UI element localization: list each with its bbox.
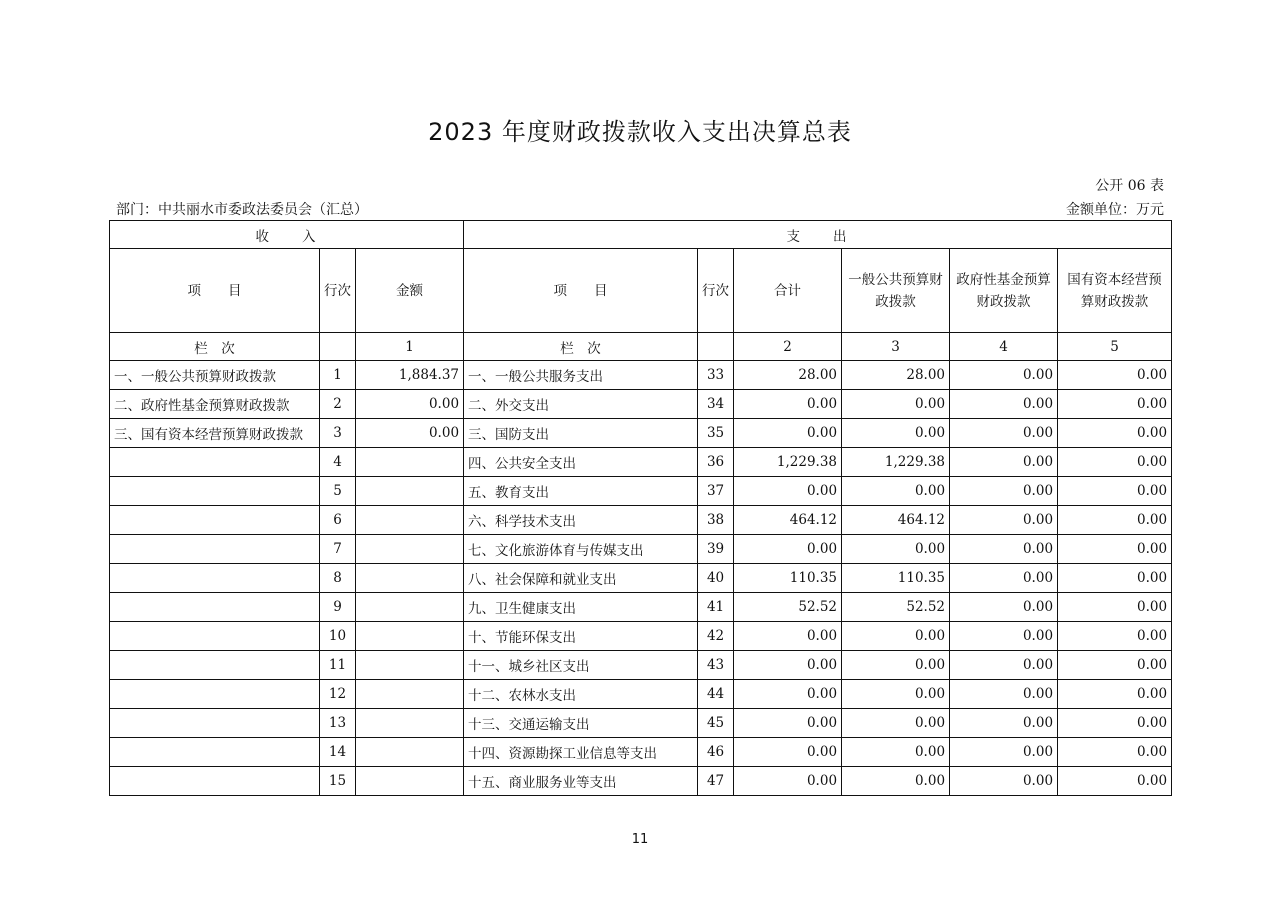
- general-budget-cell: 0.00: [842, 738, 950, 767]
- income-item-cell: [110, 680, 320, 709]
- unit-label: 金额单位：万元: [1066, 202, 1164, 218]
- state-capital-cell: 0.00: [1058, 390, 1172, 419]
- income-amount-cell: [356, 738, 464, 767]
- income-line-cell: 15: [320, 767, 356, 796]
- total-cell: 0.00: [734, 535, 842, 564]
- income-item-cell: 二、政府性基金预算财政拨款: [110, 390, 320, 419]
- general-budget-cell: 0.00: [842, 390, 950, 419]
- income-item-cell: [110, 767, 320, 796]
- income-line-cell: 4: [320, 448, 356, 477]
- total-cell: 0.00: [734, 419, 842, 448]
- income-amount-cell: [356, 767, 464, 796]
- department-label: 部门：中共丽水市委政法委员会（汇总）: [116, 202, 368, 218]
- total-cell: 28.00: [734, 361, 842, 390]
- expense-line-cell: 36: [698, 448, 734, 477]
- table-row: [110, 448, 1172, 477]
- income-item-cell: [110, 709, 320, 738]
- income-amount-cell: [356, 680, 464, 709]
- income-item-cell: [110, 535, 320, 564]
- colno-label-right: 栏 次: [464, 333, 698, 361]
- total-cell: 52.52: [734, 593, 842, 622]
- income-item-cell: [110, 477, 320, 506]
- table-row: [110, 361, 1172, 390]
- table-row: [110, 564, 1172, 593]
- gov-fund-cell: 0.00: [950, 680, 1058, 709]
- income-item-cell: [110, 564, 320, 593]
- colno-5: 5: [1058, 333, 1172, 361]
- income-amount-header: 金额: [356, 249, 464, 333]
- table-row: [110, 622, 1172, 651]
- income-line-cell: 14: [320, 738, 356, 767]
- colno-blank-left: [320, 333, 356, 361]
- state-capital-cell: 0.00: [1058, 477, 1172, 506]
- income-amount-cell: [356, 593, 464, 622]
- page-title: 2023 年度财政拨款收入支出决算总表: [428, 118, 852, 146]
- expense-item-cell: 二、外交支出: [464, 390, 698, 419]
- income-amount-cell: 1,884.37: [356, 361, 464, 390]
- income-item-cell: [110, 651, 320, 680]
- column-header-row: [110, 249, 1172, 333]
- colno-label-left: 栏 次: [110, 333, 320, 361]
- income-line-cell: 9: [320, 593, 356, 622]
- income-item-cell: [110, 738, 320, 767]
- general-budget-cell: 0.00: [842, 477, 950, 506]
- expense-line-cell: 42: [698, 622, 734, 651]
- expense-line-header: 行次: [698, 249, 734, 333]
- gov-fund-cell: 0.00: [950, 622, 1058, 651]
- gov-fund-cell: 0.00: [950, 535, 1058, 564]
- gov-fund-cell: 0.00: [950, 390, 1058, 419]
- total-cell: 0.00: [734, 767, 842, 796]
- table-row: [110, 390, 1172, 419]
- state-capital-header: 国有资本经营预算财政拨款: [1058, 249, 1172, 333]
- income-item-cell: 一、一般公共预算财政拨款: [110, 361, 320, 390]
- table-row: [110, 738, 1172, 767]
- expense-line-cell: 37: [698, 477, 734, 506]
- income-line-cell: 11: [320, 651, 356, 680]
- total-cell: 0.00: [734, 680, 842, 709]
- income-line-header: 行次: [320, 249, 356, 333]
- state-capital-cell: 0.00: [1058, 651, 1172, 680]
- gov-fund-header: 政府性基金预算财政拨款: [950, 249, 1058, 333]
- colno-4: 4: [950, 333, 1058, 361]
- expense-line-cell: 45: [698, 709, 734, 738]
- gov-fund-cell: 0.00: [950, 477, 1058, 506]
- expense-line-cell: 41: [698, 593, 734, 622]
- colno-2: 2: [734, 333, 842, 361]
- table-row: [110, 477, 1172, 506]
- state-capital-cell: 0.00: [1058, 535, 1172, 564]
- income-amount-cell: 0.00: [356, 419, 464, 448]
- general-budget-cell: 0.00: [842, 651, 950, 680]
- income-item-cell: [110, 593, 320, 622]
- state-capital-cell: 0.00: [1058, 506, 1172, 535]
- general-budget-cell: 0.00: [842, 680, 950, 709]
- expense-line-cell: 33: [698, 361, 734, 390]
- state-capital-cell: 0.00: [1058, 361, 1172, 390]
- gov-fund-cell: 0.00: [950, 651, 1058, 680]
- expense-item-header: 项 目: [464, 249, 698, 333]
- form-number: 公开 06 表: [1095, 178, 1164, 194]
- section-header-row: [110, 221, 1172, 249]
- expense-section-header: 支 出: [464, 221, 1172, 249]
- expense-line-cell: 46: [698, 738, 734, 767]
- expense-item-cell: 十、节能环保支出: [464, 622, 698, 651]
- total-cell: 0.00: [734, 709, 842, 738]
- income-line-cell: 13: [320, 709, 356, 738]
- general-budget-cell: 0.00: [842, 767, 950, 796]
- gov-fund-cell: 0.00: [950, 738, 1058, 767]
- expense-item-cell: 八、社会保障和就业支出: [464, 564, 698, 593]
- general-budget-cell: 0.00: [842, 419, 950, 448]
- expense-item-cell: 三、国防支出: [464, 419, 698, 448]
- expense-item-cell: 九、卫生健康支出: [464, 593, 698, 622]
- gov-fund-cell: 0.00: [950, 593, 1058, 622]
- income-amount-cell: 0.00: [356, 390, 464, 419]
- total-cell: 464.12: [734, 506, 842, 535]
- table-row: [110, 535, 1172, 564]
- income-amount-cell: [356, 709, 464, 738]
- expense-item-cell: 十一、城乡社区支出: [464, 651, 698, 680]
- table-row: [110, 767, 1172, 796]
- general-budget-cell: 28.00: [842, 361, 950, 390]
- expense-line-cell: 44: [698, 680, 734, 709]
- table-row: [110, 593, 1172, 622]
- income-line-cell: 2: [320, 390, 356, 419]
- colno-blank-right: [698, 333, 734, 361]
- expense-item-cell: 十四、资源勘探工业信息等支出: [464, 738, 698, 767]
- income-section-header: 收 入: [110, 221, 464, 249]
- gov-fund-cell: 0.00: [950, 564, 1058, 593]
- general-budget-cell: 464.12: [842, 506, 950, 535]
- income-amount-cell: [356, 622, 464, 651]
- income-amount-cell: [356, 651, 464, 680]
- income-item-cell: [110, 448, 320, 477]
- gov-fund-cell: 0.00: [950, 448, 1058, 477]
- colno-1: 1: [356, 333, 464, 361]
- state-capital-cell: 0.00: [1058, 564, 1172, 593]
- income-line-cell: 5: [320, 477, 356, 506]
- expense-item-cell: 七、文化旅游体育与传媒支出: [464, 535, 698, 564]
- state-capital-cell: 0.00: [1058, 680, 1172, 709]
- income-item-cell: [110, 506, 320, 535]
- income-item-cell: 三、国有资本经营预算财政拨款: [110, 419, 320, 448]
- table-row: [110, 419, 1172, 448]
- expense-item-cell: 六、科学技术支出: [464, 506, 698, 535]
- expense-line-cell: 43: [698, 651, 734, 680]
- total-header: 合计: [734, 249, 842, 333]
- income-line-cell: 8: [320, 564, 356, 593]
- income-line-cell: 12: [320, 680, 356, 709]
- expense-item-cell: 十三、交通运输支出: [464, 709, 698, 738]
- total-cell: 0.00: [734, 651, 842, 680]
- general-budget-cell: 110.35: [842, 564, 950, 593]
- state-capital-cell: 0.00: [1058, 448, 1172, 477]
- state-capital-cell: 0.00: [1058, 622, 1172, 651]
- expense-line-cell: 34: [698, 390, 734, 419]
- expense-item-cell: 四、公共安全支出: [464, 448, 698, 477]
- total-cell: 0.00: [734, 738, 842, 767]
- state-capital-cell: 0.00: [1058, 419, 1172, 448]
- finance-summary-table: [109, 220, 1172, 796]
- total-cell: 0.00: [734, 622, 842, 651]
- colno-3: 3: [842, 333, 950, 361]
- state-capital-cell: 0.00: [1058, 767, 1172, 796]
- expense-item-cell: 十五、商业服务业等支出: [464, 767, 698, 796]
- expense-line-cell: 39: [698, 535, 734, 564]
- expense-item-cell: 五、教育支出: [464, 477, 698, 506]
- income-item-cell: [110, 622, 320, 651]
- gov-fund-cell: 0.00: [950, 767, 1058, 796]
- gov-fund-cell: 0.00: [950, 419, 1058, 448]
- general-budget-cell: 0.00: [842, 535, 950, 564]
- total-cell: 0.00: [734, 390, 842, 419]
- page-number: 11: [631, 832, 649, 847]
- income-item-header: 项 目: [110, 249, 320, 333]
- table-row: [110, 651, 1172, 680]
- income-amount-cell: [356, 477, 464, 506]
- expense-item-cell: 十二、农林水支出: [464, 680, 698, 709]
- state-capital-cell: 0.00: [1058, 593, 1172, 622]
- expense-line-cell: 47: [698, 767, 734, 796]
- gov-fund-cell: 0.00: [950, 506, 1058, 535]
- income-line-cell: 6: [320, 506, 356, 535]
- income-amount-cell: [356, 535, 464, 564]
- income-line-cell: 3: [320, 419, 356, 448]
- income-line-cell: 10: [320, 622, 356, 651]
- total-cell: 0.00: [734, 477, 842, 506]
- general-budget-cell: 0.00: [842, 709, 950, 738]
- state-capital-cell: 0.00: [1058, 738, 1172, 767]
- column-number-row: [110, 333, 1172, 361]
- income-amount-cell: [356, 448, 464, 477]
- income-line-cell: 7: [320, 535, 356, 564]
- expense-line-cell: 35: [698, 419, 734, 448]
- table-row: [110, 709, 1172, 738]
- general-budget-cell: 1,229.38: [842, 448, 950, 477]
- gov-fund-cell: 0.00: [950, 361, 1058, 390]
- general-budget-cell: 0.00: [842, 622, 950, 651]
- total-cell: 110.35: [734, 564, 842, 593]
- general-budget-cell: 52.52: [842, 593, 950, 622]
- state-capital-cell: 0.00: [1058, 709, 1172, 738]
- table-row: [110, 506, 1172, 535]
- income-line-cell: 1: [320, 361, 356, 390]
- income-amount-cell: [356, 506, 464, 535]
- income-amount-cell: [356, 564, 464, 593]
- expense-line-cell: 38: [698, 506, 734, 535]
- expense-item-cell: 一、一般公共服务支出: [464, 361, 698, 390]
- gov-fund-cell: 0.00: [950, 709, 1058, 738]
- total-cell: 1,229.38: [734, 448, 842, 477]
- table-row: [110, 680, 1172, 709]
- general-budget-header: 一般公共预算财政拨款: [842, 249, 950, 333]
- expense-line-cell: 40: [698, 564, 734, 593]
